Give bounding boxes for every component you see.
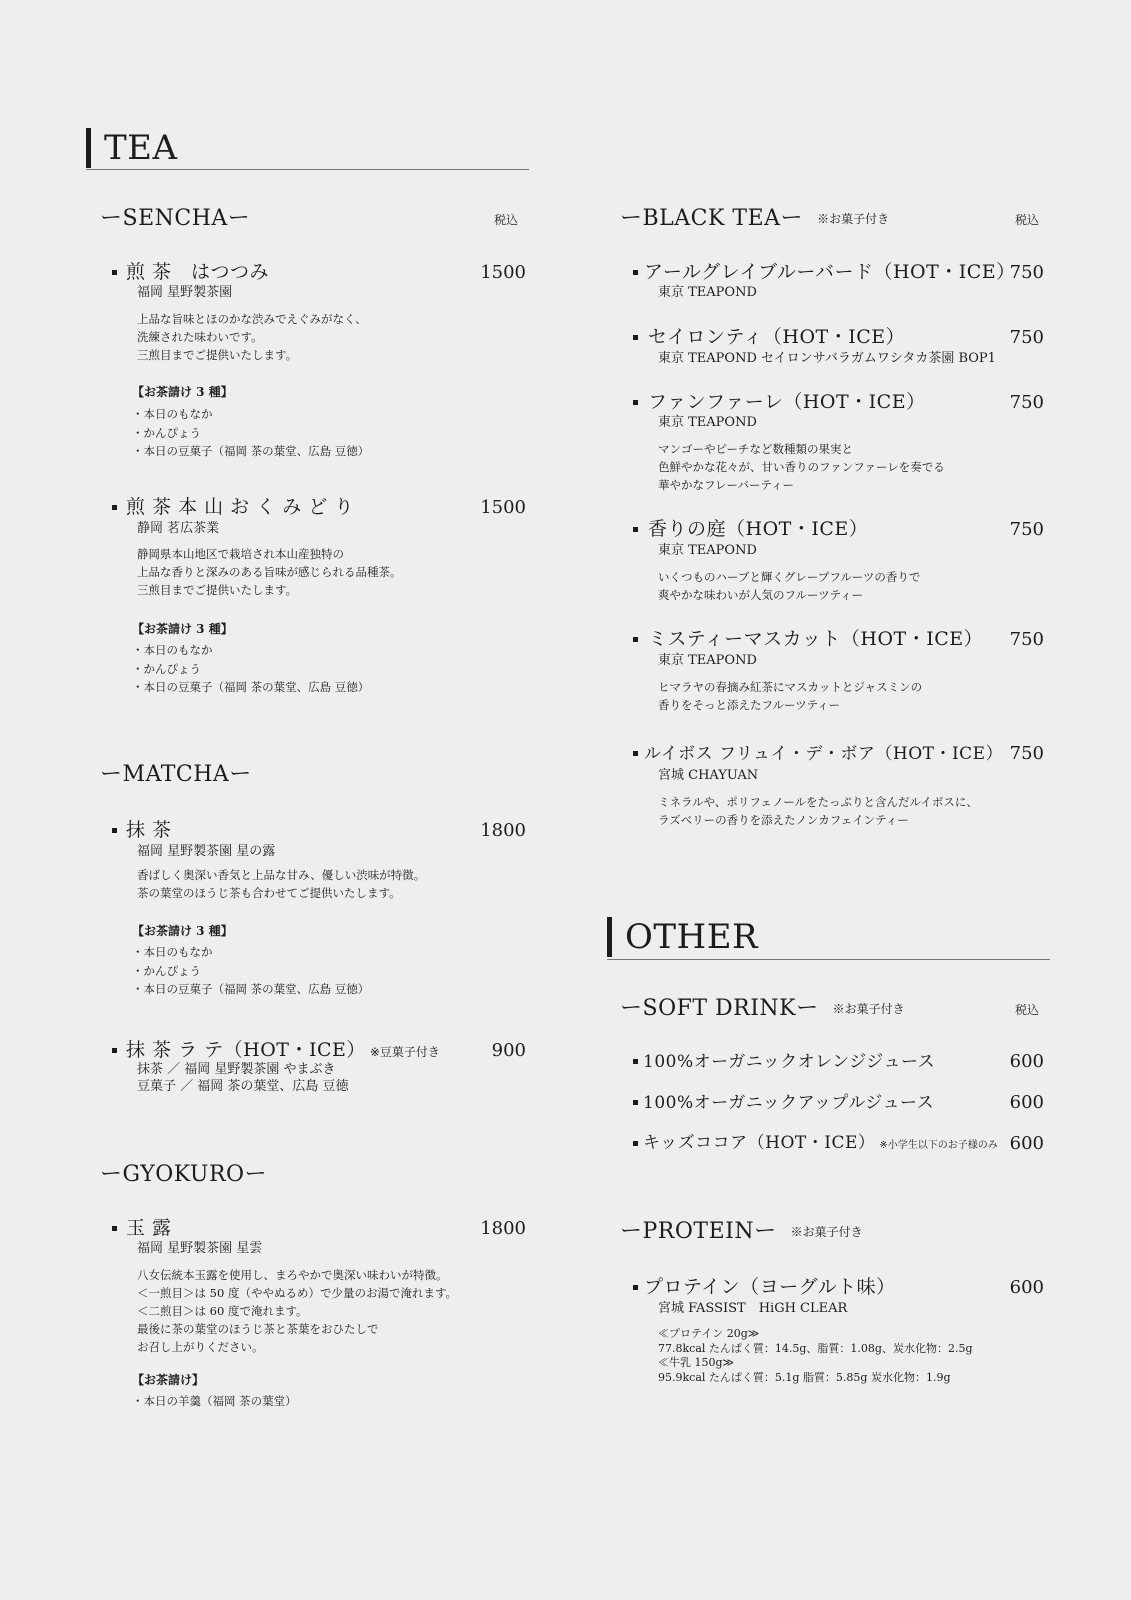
item-price: 1800 xyxy=(480,820,526,841)
item-price: 600 xyxy=(1009,1133,1044,1154)
item-price: 900 xyxy=(491,1040,526,1061)
item-description: ヒマラヤの春摘み紅茶にマスカットとジャスミンの 香りをそっと添えたフルーツティー xyxy=(658,680,923,712)
item-price: 750 xyxy=(1009,262,1044,283)
item-producer: 福岡 星野製茶園 星の露 xyxy=(137,844,276,859)
item-name: 玉 露 xyxy=(126,1217,172,1239)
item-price: 1500 xyxy=(480,262,526,283)
ochauke-list: ・本日の羊羹（福岡 茶の葉堂） xyxy=(132,1394,297,1408)
item-name: 抹 茶 xyxy=(126,819,172,841)
item-producer: 福岡 星野製茶園 星雲 xyxy=(137,1241,263,1256)
item-producer: 東京 TEAPOND xyxy=(658,285,757,300)
section-note: ※お菓子付き xyxy=(790,1225,863,1239)
matcha-section-title: ーMATCHAー xyxy=(100,762,252,787)
item-name: ルイボス フリュイ・デ・ボア（HOT・ICE） xyxy=(644,744,1004,764)
item-name: 煎 茶 本 山 お く み ど り xyxy=(126,496,354,518)
other-heading-rule xyxy=(607,959,1050,960)
ochauke-title: 【お茶請け】 xyxy=(132,1373,205,1387)
item-price: 750 xyxy=(1009,327,1044,348)
item-producer: 静岡 茗広茶業 xyxy=(137,521,220,536)
ochauke-title: 【お茶請け 3 種】 xyxy=(132,622,233,636)
item-name: キッズココア（HOT・ICE） ※小学生以下のお子様のみ xyxy=(643,1133,998,1153)
item-price: 750 xyxy=(1009,629,1044,650)
bullet-icon xyxy=(633,1141,638,1146)
item-producer: 宮城 CHAYUAN xyxy=(658,768,759,783)
bullet-icon xyxy=(633,400,638,405)
item-description: 八女伝統本玉露を使用し、まろやかで奥深い味わいが特徴。 ＜一煎目＞は 50 度（ややぬるめ）で少量のお湯で淹れます。 ＜二煎目＞は 60 度で淹れます。 最後に茶の葉堂のほうじ茶と茶葉をおひたしで お召し上がりください。 xyxy=(137,1268,458,1354)
section-note: ※お菓子付き xyxy=(832,1002,905,1016)
item-description: 香ばしく奥深い香気と上品な甘み、優しい渋味が特徴。 茶の葉堂のほうじ茶も合わせてご提供いたします。 xyxy=(137,868,426,900)
item-producer: 抹茶 ／ 福岡 星野製茶園 やまぶき 豆菓子 ／ 福岡 茶の葉堂、広島 豆徳 xyxy=(137,1062,349,1094)
item-producer: 東京 TEAPOND xyxy=(658,415,757,430)
item-note: ※豆菓子付き xyxy=(369,1045,440,1059)
tax-label: 税込 xyxy=(1015,213,1040,227)
item-price: 600 xyxy=(1009,1092,1044,1113)
item-description: マンゴーやピーチなど数種類の果実と 色鮮やかな花々が、甘い香りのファンファーレを奏でる 華やかなフレーバーティー xyxy=(658,442,945,492)
item-price: 750 xyxy=(1009,743,1044,764)
item-price: 600 xyxy=(1009,1051,1044,1072)
tax-label: 税込 xyxy=(494,213,519,227)
bullet-icon xyxy=(112,1048,117,1053)
protein-section-title: ーPROTEINー ※お菓子付き xyxy=(620,1219,863,1244)
item-name: 煎 茶 はつつみ xyxy=(126,261,270,283)
ochauke-list: ・本日のもなか ・かんぴょう ・本日の豆菓子（福岡 茶の葉堂、広島 豆徳） xyxy=(132,643,370,694)
item-price: 750 xyxy=(1009,519,1044,540)
item-name: 抹 茶 ラ テ（HOT・ICE） ※豆菓子付き xyxy=(126,1039,440,1061)
bullet-icon xyxy=(112,828,117,833)
item-name: ミスティーマスカット（HOT・ICE） xyxy=(648,628,984,650)
item-name: 香りの庭（HOT・ICE） xyxy=(648,518,869,540)
item-price: 1800 xyxy=(480,1218,526,1239)
item-description: ミネラルや、ポリフェノールをたっぷりと含んだルイボスに、 ラズベリーの香りを添えたノンカフェインティー xyxy=(658,795,978,827)
bullet-icon xyxy=(633,270,638,275)
item-producer: 東京 TEAPOND xyxy=(658,653,757,668)
nutrition-info: ≪プロテイン 20g≫ 77.8kcal たんぱく質：14.5g、脂質：1.08g、炭水化物：2.5g ≪牛乳 150g≫ 95.9kcal たんぱく質：5.1g 脂質：5.85g 炭水化物：1.9g xyxy=(658,1327,973,1384)
ochauke-list: ・本日のもなか ・かんぴょう ・本日の豆菓子（福岡 茶の葉堂、広島 豆徳） xyxy=(132,407,370,458)
item-producer: 東京 TEAPOND xyxy=(658,543,757,558)
tea-heading: TEA xyxy=(86,128,178,168)
item-name: アールグレイブルーバード（HOT・ICE） xyxy=(644,261,1016,283)
bullet-icon xyxy=(633,1285,638,1290)
bullet-icon xyxy=(633,751,638,756)
bullet-icon xyxy=(633,1100,638,1105)
item-name: ファンファーレ（HOT・ICE） xyxy=(648,391,926,413)
soft-drink-section-title: ーSOFT DRINKー ※お菓子付き xyxy=(620,996,905,1021)
item-producer: 宮城 FASSIST HiGH CLEAR xyxy=(658,1301,848,1316)
bullet-icon xyxy=(633,335,638,340)
gyokuro-section-title: ーGYOKUROー xyxy=(100,1162,268,1187)
item-description: 静岡県本山地区で栽培され本山産独特の 上品な香りと深みのある旨味が感じられる品種茶。 三煎目までご提供いたします。 xyxy=(137,547,402,597)
item-description: いくつものハーブと輝くグレープフルーツの香りで 爽やかな味わいが人気のフルーツティー xyxy=(658,570,921,602)
item-name: 100%オーガニックオレンジジュース xyxy=(643,1052,936,1072)
other-heading: OTHER xyxy=(607,917,758,957)
item-producer: 福岡 星野製茶園 xyxy=(137,285,233,300)
item-description: 上品な旨味とほのかな渋みでえぐみがなく、 洗練された味わいです。 三煎目までご提供いたします。 xyxy=(137,312,367,362)
bullet-icon xyxy=(633,527,638,532)
bullet-icon xyxy=(112,505,117,510)
bullet-icon xyxy=(633,1059,638,1064)
section-note: ※お菓子付き xyxy=(817,212,890,226)
item-price: 1500 xyxy=(480,497,526,518)
item-producer: 東京 TEAPOND セイロンサバラガムワシタカ茶園 BOP1 xyxy=(658,351,996,366)
item-name: 100%オーガニックアップルジュース xyxy=(643,1093,935,1113)
item-price: 600 xyxy=(1009,1277,1044,1298)
sencha-section-title: ーSENCHAー xyxy=(100,206,251,231)
tax-label: 税込 xyxy=(1015,1003,1040,1017)
bullet-icon xyxy=(633,637,638,642)
bullet-icon xyxy=(112,1226,117,1231)
item-name: セイロンティ（HOT・ICE） xyxy=(648,326,906,348)
item-note: ※小学生以下のお子様のみ xyxy=(879,1140,998,1151)
item-price: 750 xyxy=(1009,392,1044,413)
ochauke-title: 【お茶請け 3 種】 xyxy=(132,924,233,938)
black-tea-section-title: ーBLACK TEAー ※お菓子付き xyxy=(620,206,890,231)
ochauke-list: ・本日のもなか ・かんぴょう ・本日の豆菓子（福岡 茶の葉堂、広島 豆徳） xyxy=(132,945,370,996)
ochauke-title: 【お茶請け 3 種】 xyxy=(132,385,233,399)
item-name: プロテイン（ヨーグルト味） xyxy=(644,1276,896,1298)
tea-heading-rule xyxy=(86,169,529,170)
bullet-icon xyxy=(112,270,117,275)
